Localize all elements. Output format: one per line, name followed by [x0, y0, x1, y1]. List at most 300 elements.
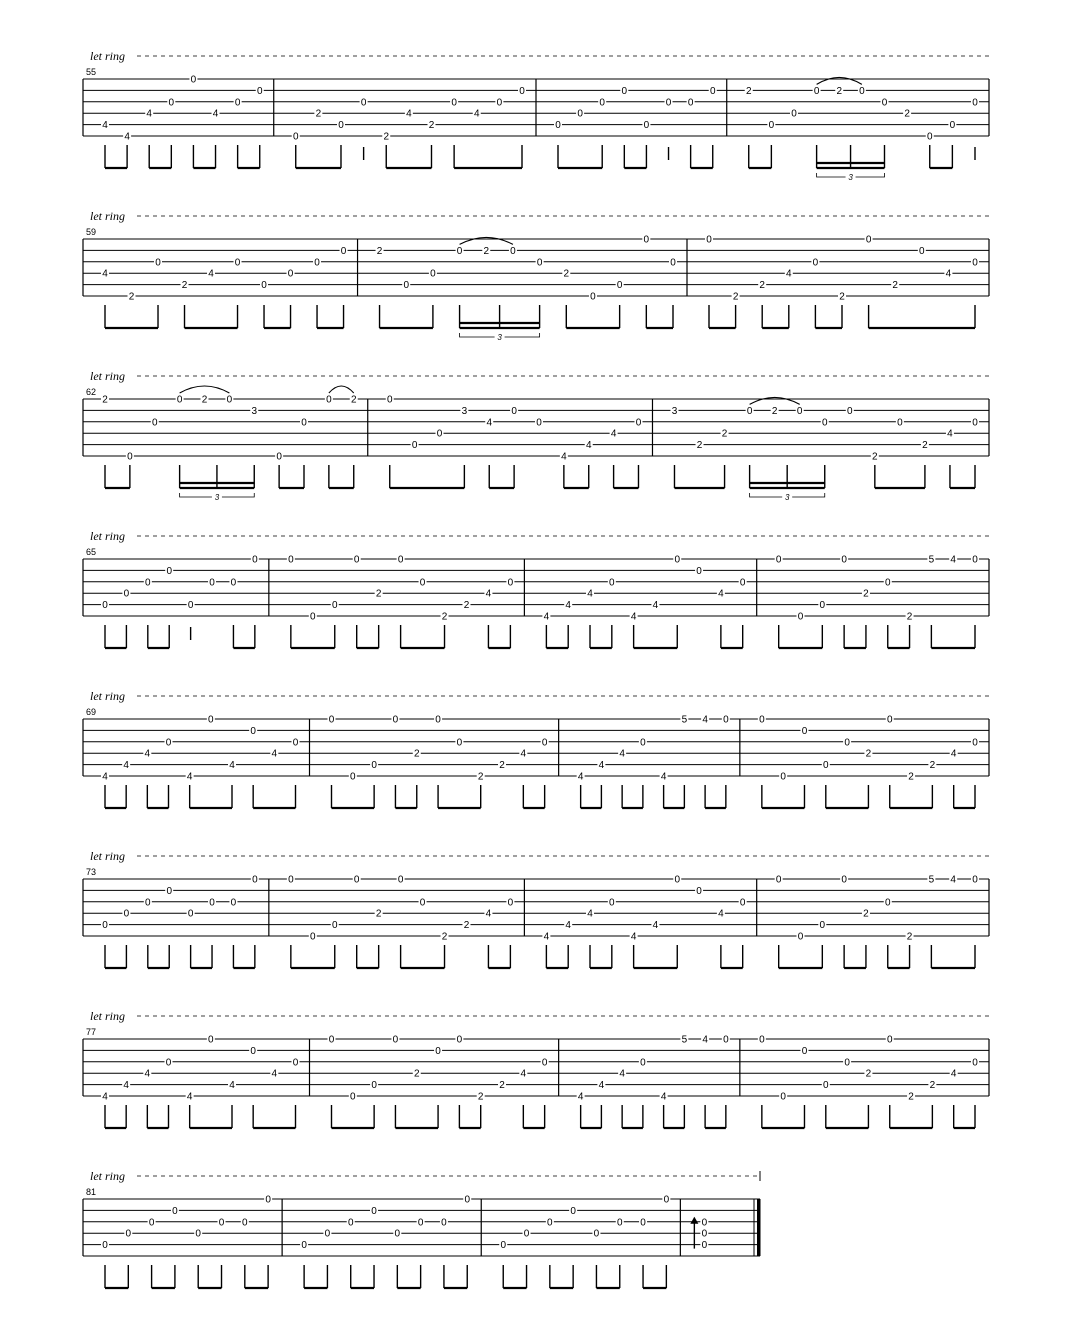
fret-number: 0	[397, 554, 404, 566]
let-ring-label: let ring	[90, 1169, 125, 1183]
fret-number: 0	[419, 577, 426, 589]
measure-number: 59	[86, 227, 97, 237]
fret-number: 2	[483, 245, 490, 257]
fret-number: 0	[326, 394, 332, 406]
fret-number: 0	[168, 97, 175, 109]
fret-number: 0	[821, 417, 828, 429]
fret-number: 0	[102, 1240, 108, 1252]
tab-measure	[101, 874, 269, 968]
fret-number: 0	[643, 120, 650, 132]
fret-number: 5	[928, 874, 935, 886]
fret-number: 0	[331, 600, 338, 612]
fret-number: 4	[123, 1080, 129, 1092]
fret-number: 0	[187, 600, 194, 612]
fret-number: 0	[165, 1057, 172, 1069]
fret-number: 2	[908, 1091, 914, 1103]
fret-number: 4	[561, 451, 567, 463]
fret-number: 0	[350, 1091, 356, 1103]
fret-number: 2	[375, 908, 382, 920]
fret-number: 0	[226, 394, 233, 406]
tab-measure	[554, 79, 727, 168]
fret-number: 4	[543, 931, 550, 943]
fret-number: 0	[145, 577, 151, 589]
fret-number: 0	[599, 97, 605, 109]
fret-number: 0	[555, 120, 561, 132]
fret-number: 0	[310, 611, 316, 623]
measure-number: 69	[86, 707, 97, 717]
fret-number: 0	[775, 874, 782, 886]
fret-number: 0	[972, 417, 978, 429]
fret-number: 4	[102, 771, 108, 783]
fret-number: 2	[413, 1068, 420, 1080]
fret-number: 4	[660, 771, 667, 783]
fret-number: 0	[411, 440, 418, 452]
fret-number: 0	[739, 897, 746, 909]
fret-number: 0	[972, 257, 978, 269]
fret-number: 2	[375, 588, 382, 600]
fret-number: 4	[950, 874, 956, 886]
fret-number: 3	[251, 405, 258, 417]
fret-number: 0	[456, 1034, 463, 1046]
fret-number: 2	[759, 280, 765, 292]
fret-number: 4	[229, 1080, 235, 1092]
fret-number: 4	[520, 1068, 527, 1080]
final-barline-thick	[757, 1199, 761, 1256]
measure-number: 77	[86, 1027, 97, 1037]
fret-number: 4	[565, 600, 571, 612]
fret-number: 0	[590, 291, 596, 303]
fret-number: 2	[128, 291, 135, 303]
measure-number: 81	[86, 1187, 97, 1197]
fret-number: 0	[643, 234, 650, 246]
fret-number: 0	[218, 1217, 225, 1229]
fret-number: 0	[292, 737, 299, 749]
fret-number: 2	[904, 108, 910, 120]
fret-number: 0	[230, 897, 237, 909]
fret-number: 0	[250, 725, 256, 737]
fret-number: 0	[208, 714, 214, 726]
fret-number: 4	[208, 268, 214, 280]
tab-measure	[328, 1034, 559, 1128]
fret-number: 0	[125, 1228, 132, 1240]
fret-number: 0	[288, 554, 294, 566]
fret-number: 0	[507, 897, 514, 909]
fret-number: 0	[242, 1217, 248, 1229]
fret-number: 0	[972, 737, 978, 749]
fret-number: 0	[256, 85, 263, 97]
fret-number: 0	[371, 1205, 377, 1217]
fret-number: 2	[908, 771, 914, 783]
fret-number: 0	[324, 1228, 331, 1240]
fret-number: 0	[435, 714, 441, 726]
fret-number: 0	[780, 1091, 786, 1103]
fret-number: 0	[155, 257, 161, 269]
fret-number: 0	[511, 405, 517, 417]
fret-number: 0	[759, 1034, 765, 1046]
let-ring-label: let ring	[90, 369, 125, 383]
fret-number: 2	[839, 291, 845, 303]
fret-number: 0	[635, 417, 642, 429]
fret-number: 0	[886, 714, 893, 726]
fret-number: 0	[276, 451, 282, 463]
fret-number: 0	[340, 245, 347, 257]
fret-number: 0	[886, 1034, 893, 1046]
fret-number: 0	[234, 257, 241, 269]
fret-number: 0	[252, 874, 258, 886]
fret-number: 0	[640, 1057, 646, 1069]
fret-number: 4	[950, 748, 957, 760]
tab-system	[83, 49, 989, 182]
fret-number: 4	[565, 920, 571, 932]
fret-number: 0	[616, 1217, 623, 1229]
tab-measure	[577, 714, 740, 808]
fret-number: 0	[972, 874, 978, 886]
fret-number: 3	[671, 405, 678, 417]
tie-arc	[460, 237, 513, 244]
fret-number: 2	[865, 1068, 872, 1080]
fret-number: 0	[208, 1034, 214, 1046]
tab-measure	[386, 394, 653, 488]
fret-number: 0	[190, 74, 197, 86]
fret-number: 4	[486, 417, 493, 429]
fret-number: 4	[610, 428, 617, 440]
triplet-number: 3	[214, 493, 220, 502]
fret-number: 0	[419, 897, 426, 909]
let-ring-label: let ring	[90, 209, 125, 223]
fret-number: 5	[928, 554, 935, 566]
fret-number: 0	[881, 97, 888, 109]
triplet-number: 3	[784, 493, 790, 502]
fret-number: 0	[841, 874, 847, 886]
fret-number: 0	[701, 1240, 708, 1252]
measure-number: 73	[86, 867, 97, 877]
fret-number: 0	[353, 554, 360, 566]
fret-number: 0	[865, 234, 872, 246]
fret-number: 2	[563, 268, 570, 280]
tie-arc	[329, 386, 354, 393]
fret-number: 0	[397, 874, 404, 886]
fret-number: 2	[906, 931, 913, 943]
fret-number: 0	[819, 600, 826, 612]
fret-number: 4	[718, 588, 724, 600]
fret-number: 4	[652, 600, 659, 612]
fret-number: 4	[630, 931, 637, 943]
fret-number: 2	[383, 131, 390, 143]
fret-number: 4	[718, 908, 724, 920]
fret-number: 2	[892, 280, 898, 292]
fret-number: 4	[271, 748, 278, 760]
fret-number: 0	[972, 554, 978, 566]
fret-number: 4	[598, 1080, 605, 1092]
fret-number: 0	[360, 97, 367, 109]
let-ring-label: let ring	[90, 849, 125, 863]
tab-measure	[328, 714, 559, 808]
fret-number: 0	[510, 245, 516, 257]
fret-number: 4	[102, 120, 108, 132]
tab-system	[83, 209, 989, 342]
fret-number: 0	[310, 931, 316, 943]
fret-number: 0	[696, 565, 702, 577]
fret-number: 0	[464, 1194, 471, 1206]
tab-measure	[542, 554, 756, 648]
fret-number: 0	[621, 85, 628, 97]
fret-number: 2	[463, 920, 470, 932]
fret-number: 0	[701, 1217, 708, 1229]
fret-number: 0	[972, 97, 978, 109]
let-ring-label: let ring	[90, 49, 125, 63]
fret-number: 0	[386, 394, 393, 406]
tie-arc	[817, 77, 862, 84]
fret-number: 0	[392, 1034, 399, 1046]
fret-number: 2	[413, 748, 420, 760]
fret-number: 0	[288, 874, 294, 886]
fret-number: 2	[499, 1080, 505, 1092]
fret-number: 0	[301, 417, 307, 429]
fret-number: 0	[102, 600, 108, 612]
fret-number: 0	[347, 1217, 354, 1229]
tab-measure	[499, 1194, 680, 1288]
fret-number: 4	[271, 1068, 278, 1080]
fret-number: 0	[456, 737, 463, 749]
fret-number: 0	[436, 428, 443, 440]
fret-number: 0	[723, 714, 729, 726]
fret-number: 4	[652, 920, 659, 932]
fret-number: 0	[593, 1228, 600, 1240]
fret-number: 4	[587, 908, 593, 920]
fret-number: 2	[441, 611, 448, 623]
fret-number: 0	[706, 234, 712, 246]
fret-number: 0	[287, 268, 294, 280]
tab-system	[83, 689, 989, 808]
fret-number: 0	[403, 280, 410, 292]
fret-number: 0	[151, 417, 158, 429]
fret-number: 0	[314, 257, 320, 269]
fret-number: 0	[166, 565, 173, 577]
fret-number: 0	[759, 714, 765, 726]
tab-measure	[101, 1194, 282, 1288]
fret-number: 4	[144, 1068, 151, 1080]
tab-measure	[101, 74, 274, 168]
fret-number: 4	[229, 760, 235, 772]
fret-number: 5	[681, 714, 688, 726]
tab-measure	[292, 79, 536, 168]
fret-number: 4	[702, 1034, 708, 1046]
fret-number: 2	[477, 1091, 484, 1103]
fret-number: 0	[328, 1034, 335, 1046]
fret-number: 2	[836, 85, 843, 97]
fret-number: 2	[721, 428, 728, 440]
fret-number: 2	[696, 440, 703, 452]
tab-measure	[542, 874, 756, 968]
tab-measure	[745, 77, 989, 182]
fret-number: 4	[619, 748, 625, 760]
fret-number: 0	[609, 577, 615, 589]
fret-number: 0	[353, 874, 360, 886]
fret-number: 0	[812, 257, 819, 269]
let-ring-label: let ring	[90, 529, 125, 543]
fret-number: 0	[577, 108, 583, 120]
fret-number: 0	[292, 1057, 299, 1069]
fret-number: 4	[950, 1068, 957, 1080]
fret-number: 0	[451, 97, 457, 109]
fret-number: 4	[660, 1091, 667, 1103]
fret-number: 2	[102, 394, 108, 406]
fret-number: 4	[186, 771, 193, 783]
fret-number: 0	[768, 120, 775, 132]
fret-number: 0	[796, 405, 803, 417]
tab-measure	[577, 1034, 740, 1128]
strum-arrow	[690, 1217, 698, 1224]
fret-number: 2	[771, 405, 778, 417]
fret-number: 0	[261, 280, 267, 292]
fret-number: 2	[872, 451, 878, 463]
fret-number: 4	[630, 611, 637, 623]
fret-number: 0	[209, 577, 215, 589]
fret-number: 4	[473, 108, 480, 120]
fret-number: 0	[547, 1217, 553, 1229]
tab-measure	[758, 714, 989, 808]
let-ring-label: let ring	[90, 689, 125, 703]
fret-number: 0	[687, 97, 694, 109]
fret-number: 0	[696, 885, 702, 897]
fret-number: 2	[463, 600, 470, 612]
fret-number: 0	[102, 920, 108, 932]
fret-number: 0	[791, 108, 797, 120]
fret-number: 0	[541, 1057, 548, 1069]
fret-number: 4	[102, 268, 108, 280]
fret-number: 4	[485, 908, 492, 920]
fret-number: 0	[919, 245, 925, 257]
fret-number: 0	[536, 257, 543, 269]
fret-number: 2	[201, 394, 208, 406]
tab-measure	[705, 234, 989, 328]
fret-number: 0	[301, 1240, 307, 1252]
fret-number: 0	[897, 417, 903, 429]
fret-number: 0	[519, 85, 525, 97]
measure-number: 55	[86, 67, 97, 77]
fret-number: 0	[823, 1080, 829, 1092]
fret-number: 0	[536, 417, 542, 429]
fret-number: 2	[315, 108, 322, 120]
fret-number: 0	[709, 85, 716, 97]
fret-number: 0	[523, 1228, 530, 1240]
fret-number: 4	[102, 1091, 108, 1103]
tab-measure	[101, 239, 358, 328]
tab-measure	[101, 554, 269, 648]
fret-number: 0	[844, 1057, 850, 1069]
triplet-number: 3	[497, 333, 502, 342]
fret-number: 0	[541, 737, 548, 749]
let-ring-label: let ring	[90, 1009, 125, 1023]
tab-measure	[690, 1199, 760, 1256]
fret-number: 0	[844, 737, 850, 749]
fret-number: 2	[863, 588, 869, 600]
fret-number: 2	[181, 280, 188, 292]
tab-measure	[287, 874, 525, 968]
fret-number: 0	[145, 897, 151, 909]
fret-number: 3	[461, 405, 468, 417]
fret-number: 0	[775, 554, 782, 566]
fret-number: 0	[884, 577, 891, 589]
fret-number: 4	[619, 1068, 625, 1080]
fret-number: 0	[176, 394, 183, 406]
fret-number: 4	[543, 611, 550, 623]
fret-number: 0	[640, 1217, 646, 1229]
tab-system	[83, 369, 989, 502]
fret-number: 0	[819, 920, 826, 932]
fret-number: 4	[945, 268, 952, 280]
tab-measure	[670, 397, 989, 502]
fret-number: 4	[577, 1091, 584, 1103]
fret-number: 0	[823, 760, 829, 772]
fret-number: 0	[949, 120, 956, 132]
fret-number: 0	[350, 771, 356, 783]
fret-number: 4	[585, 440, 592, 452]
tab-system	[83, 849, 989, 968]
fret-number: 0	[701, 1228, 708, 1240]
tab-measure	[300, 1194, 481, 1288]
fret-number: 0	[665, 97, 672, 109]
fret-number: 0	[813, 85, 820, 97]
fret-number: 2	[499, 760, 505, 772]
fret-number: 0	[148, 1217, 155, 1229]
fret-number: 0	[859, 85, 865, 97]
fret-number: 0	[674, 874, 681, 886]
fret-number: 4	[124, 131, 130, 143]
fret-number: 4	[406, 108, 412, 120]
fret-number: 0	[292, 131, 299, 143]
tab-measure	[101, 1034, 310, 1128]
triplet-number: 3	[848, 173, 853, 182]
fret-number: 2	[906, 611, 913, 623]
fret-number: 4	[587, 588, 593, 600]
fret-number: 2	[441, 931, 448, 943]
fret-number: 2	[376, 245, 383, 257]
fret-number: 0	[417, 1217, 424, 1229]
fret-number: 0	[723, 1034, 729, 1046]
fret-number: 0	[841, 554, 847, 566]
fret-number: 4	[577, 771, 584, 783]
fret-number: 0	[640, 737, 646, 749]
fret-number: 0	[265, 1194, 271, 1206]
fret-number: 0	[338, 120, 344, 132]
fret-number: 0	[331, 920, 338, 932]
fret-number: 2	[350, 394, 357, 406]
fret-number: 0	[394, 1228, 401, 1240]
tab-measure	[758, 1034, 989, 1128]
fret-number: 0	[234, 97, 241, 109]
fret-number: 4	[598, 760, 605, 772]
fret-number: 0	[884, 897, 891, 909]
fret-number: 0	[252, 554, 258, 566]
fret-number: 0	[123, 908, 130, 920]
measure-number: 65	[86, 547, 97, 557]
fret-number: 2	[922, 440, 928, 452]
fret-number: 0	[570, 1205, 576, 1217]
fret-number: 4	[947, 428, 953, 440]
fret-number: 2	[863, 908, 869, 920]
fret-number: 4	[186, 1091, 193, 1103]
fret-number: 0	[371, 760, 377, 772]
fret-number: 2	[745, 85, 752, 97]
tab-measure	[101, 386, 368, 502]
fret-number: 0	[392, 714, 399, 726]
fret-number: 0	[780, 771, 786, 783]
fret-number: 0	[674, 554, 681, 566]
fret-number: 4	[146, 108, 152, 120]
fret-number: 0	[746, 405, 753, 417]
fret-number: 0	[165, 737, 172, 749]
